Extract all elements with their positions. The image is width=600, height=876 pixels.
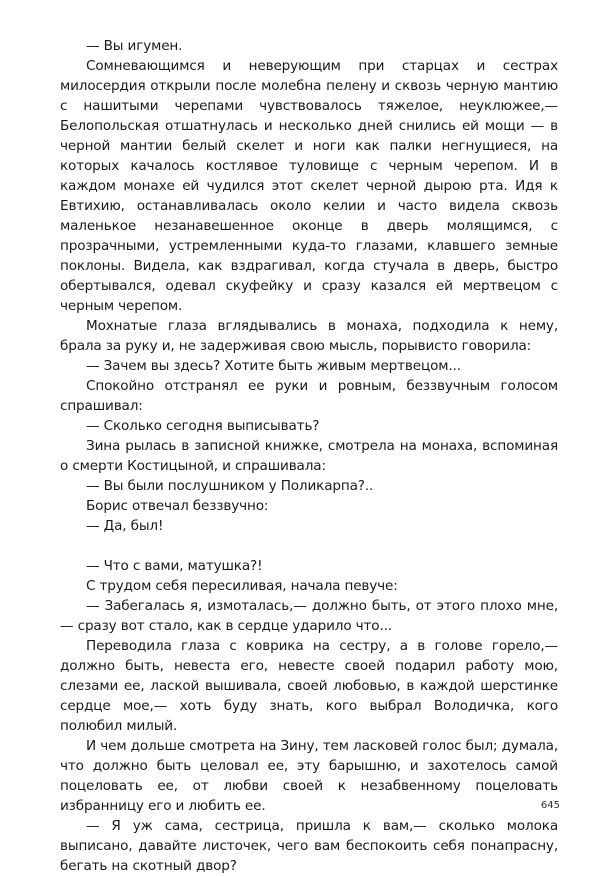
paragraph: — Зачем вы здесь? Хотите быть живым мертвецом... bbox=[86, 358, 461, 374]
paragraph: И чем дольше смотрета на Зину, тем ласковей голос был; думала, что должно быть целовал ее, эту барышню, и захотелось самой поцеловать ее, от любви своей к незабвенному поцеловать избранницу его и любить ее. bbox=[60, 738, 558, 814]
paragraph: Переводила глаза с коврика на сестру, а в голове горело,— должно быть, невеста его, невесте своей подарил работу мою, слезами ее, лаской вышивала, своей любовью, в каждой шерстинке сердце мое,— хоть буду знать, кого выбрал Володичка, кого полюбил милый. bbox=[60, 638, 558, 734]
paragraph-gap bbox=[60, 536, 558, 556]
paragraph: Борис отвечал беззвучно: bbox=[86, 498, 269, 514]
page-text bbox=[60, 36, 558, 876]
paragraph: Спокойно отстранял ее руки и ровным, беззвучным голосом спрашивал: bbox=[60, 378, 558, 414]
paragraph: Сомневающимся и неверующим при старцах и сестрах милосердия открыли после молебна пелену и сквозь черную мантию с нашитыми черепами чувствовалось тяжелое, неуклюжее,— Белопольская отшатнулась и несколько дней снились ей мощи — в черной мантии белый скелет и ноги как палки негнущиеся, на которых качалось костлявое туловище с черным черепом. И в каждом монахе ей чудился этот скелет черной дырою рта. Идя к Евтихию, останавливалась около келии и часто видела сквозь маленькое незанавешенное оконце в дверь молящимся, с прозрачными, устремленными куда-то глазами, клавшего земные поклоны. Видела, как вздрагивал, когда стучала в дверь, быстро обертывался, одевал скуфейку и сразу казался ей мертвецом с черным черепом. bbox=[60, 58, 558, 314]
paragraph: — Забегалась я, измоталась,— должно быть, от этого плохо мне, — сразу вот стало, как в сердце ударило что... bbox=[60, 598, 558, 634]
paragraph: — Вы игумен. bbox=[86, 38, 183, 54]
paragraph: С трудом себя пересиливая, начала певуче: bbox=[86, 578, 398, 594]
paragraph: — Да, был! bbox=[86, 518, 164, 534]
paragraph: — Сколько сегодня выписывать? bbox=[86, 418, 320, 434]
paragraph: — Что с вами, матушка?! bbox=[86, 558, 263, 574]
paragraph: — Вы были послушником у Поликарпа?.. bbox=[86, 478, 374, 494]
paragraph: — Я уж сама, сестрица, пришла к вам,— сколько молока выписано, давайте листочек, чего вам беспокоить себя понапрасну, бегать на скотный двор? bbox=[60, 818, 558, 874]
paragraph: Мохнатые глаза вглядывались в монаха, подходила к нему, брала за руку и, не задерживая свою мысль, порывисто говорила: bbox=[60, 318, 558, 354]
page-number: 645 bbox=[540, 800, 560, 811]
paragraph: Зина рылась в записной книжке, смотрела на монаха, вспоминая о смерти Костицыной, и спрашивала: bbox=[60, 438, 558, 474]
